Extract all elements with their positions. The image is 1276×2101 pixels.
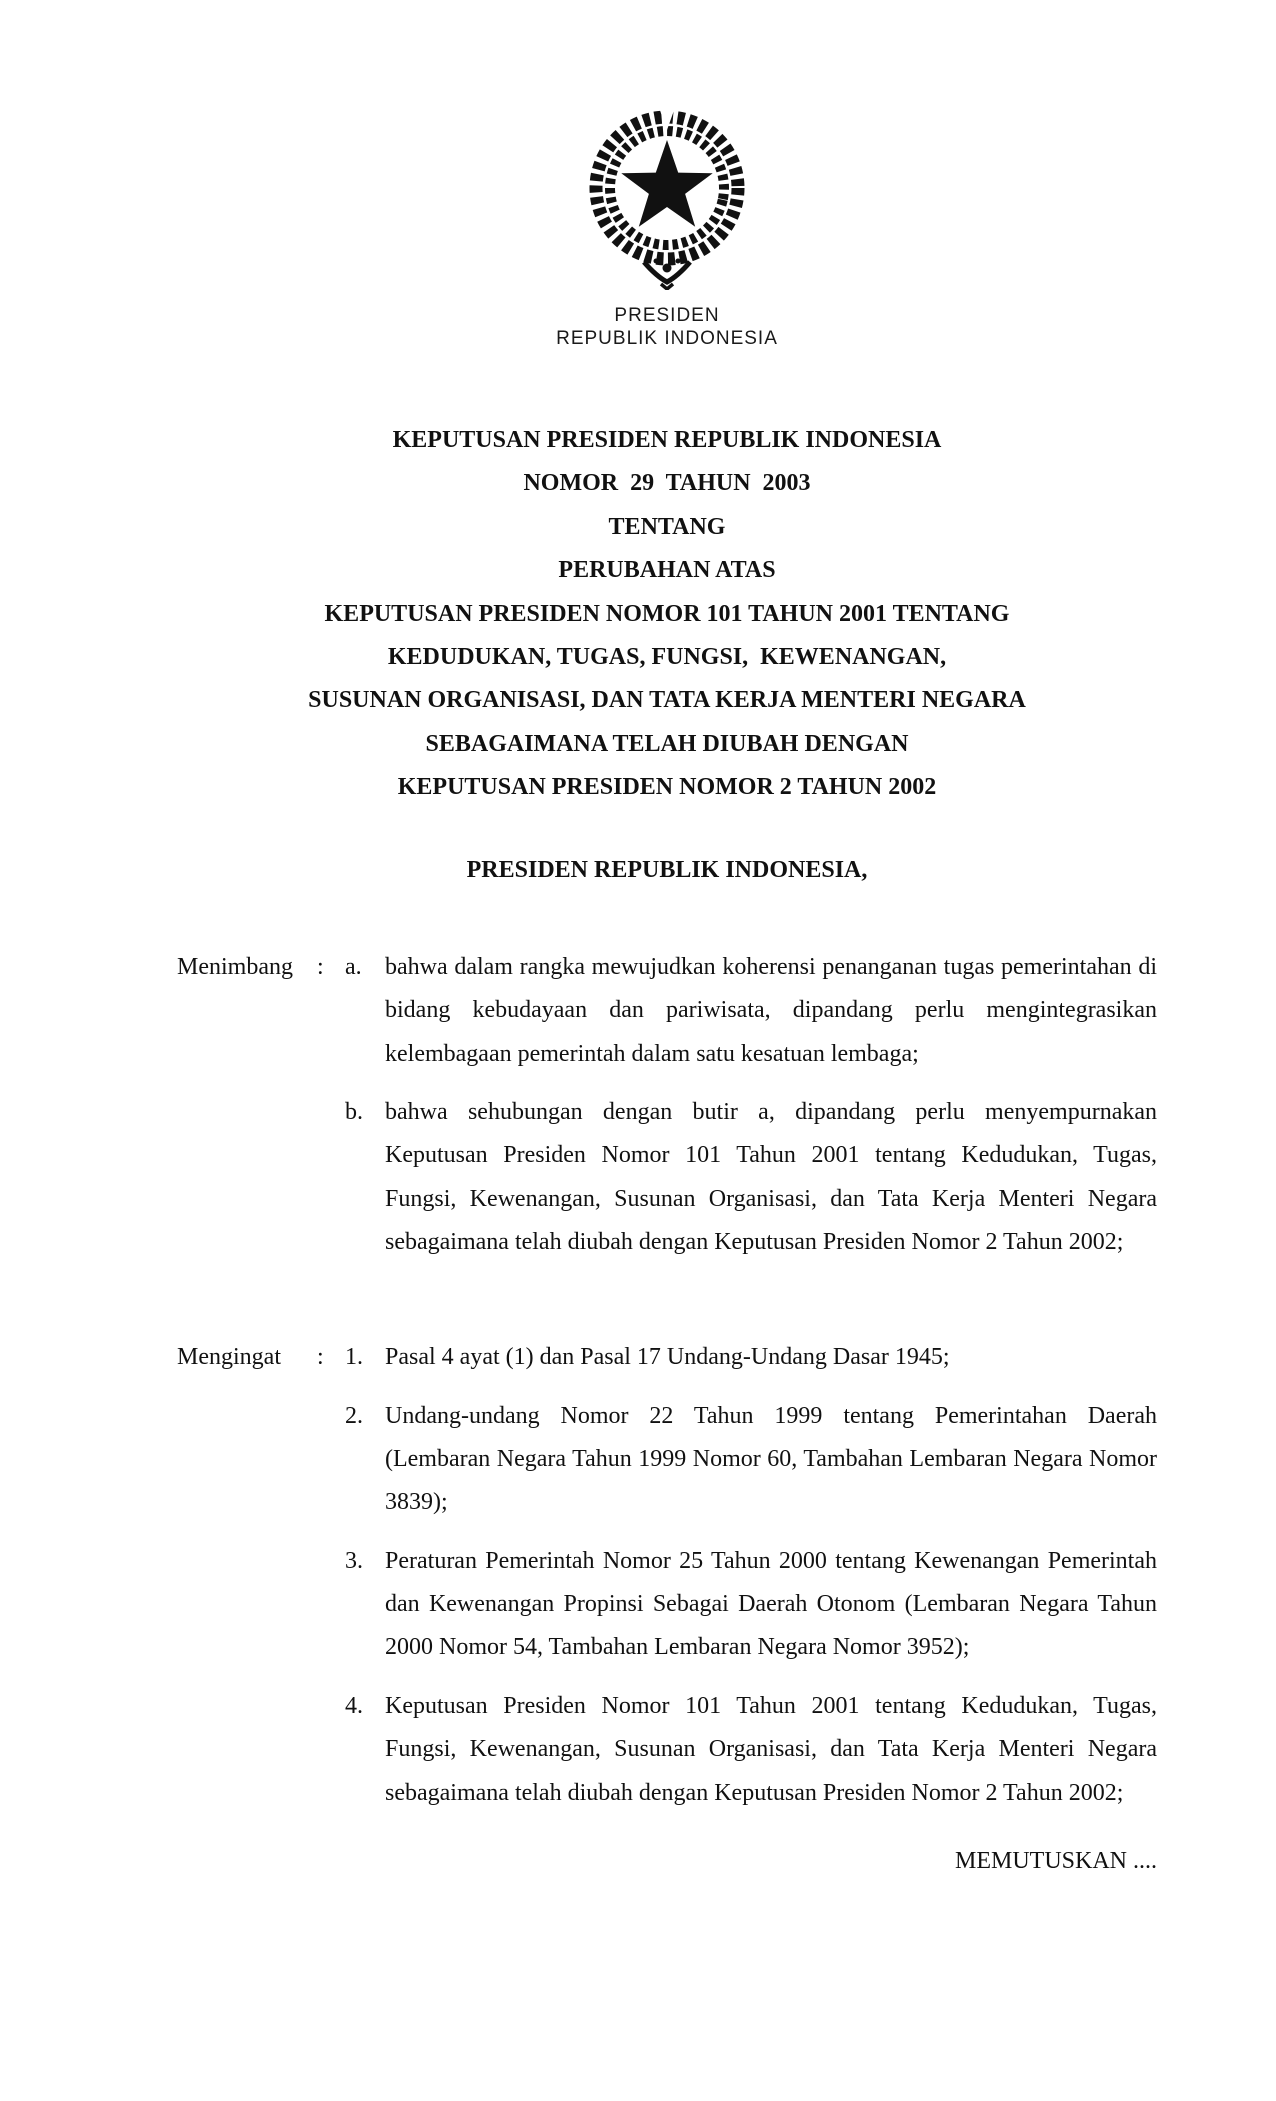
menimbang-items xyxy=(345,946,1157,1279)
item-text: Undang-undang Nomor 22 Tahun 1999 tentang Pemerintahan Daerah (Lembaran Negara Tahun 1999 Nomor 60, Tambahan Lembaran Negara Nomor 3839); xyxy=(385,1402,1157,1516)
list-item-1 xyxy=(345,1336,1157,1379)
item-marker: 3. xyxy=(345,1547,363,1574)
letterhead xyxy=(177,98,1157,350)
title-line-2: NOMOR 29 TAHUN 2003 xyxy=(523,470,811,497)
document-body xyxy=(177,946,1157,1883)
title-line-3: TENTANG xyxy=(608,513,726,540)
list-item-b xyxy=(345,1091,1157,1264)
item-text: Peraturan Pemerintah Nomor 25 Tahun 2000 tentang Kewenangan Pemerintah dan Kewenangan Propinsi Sebagai Daerah Otonom (Lembaran Negara Tahun 2000 Nomor 54, Tambahan Lembaran Negara Nomor 3952); xyxy=(385,1547,1157,1661)
star-icon xyxy=(621,140,712,227)
item-text: bahwa dalam rangka mewujudkan koherensi penanganan tugas pemerintahan di bidang kebudayaan dan pariwisata, dipandang perlu mengintegrasikan kelembagaan pemerintah dalam satu kesatuan lembaga; xyxy=(385,954,1157,1067)
title-line-5: KEPUTUSAN PRESIDEN NOMOR 101 TAHUN 2001 TENTANG xyxy=(324,600,1010,627)
list-item-4 xyxy=(345,1685,1157,1815)
title-line-1: KEPUTUSAN PRESIDEN REPUBLIK INDONESIA xyxy=(392,427,942,453)
item-text: Keputusan Presiden Nomor 101 Tahun 2001 tentang Kedudukan, Tugas, Fungsi, Kewenangan, Susunan Organisasi, dan Tata Kerja Menteri Negara sebagaimana telah diubah dengan Keputusan Presiden Nomor 2 Tahun 2002; xyxy=(385,1692,1157,1806)
list-item-a xyxy=(345,946,1157,1076)
title-line-7: SUSUNAN ORGANISASI, DAN TATA KERJA MENTERI NEGARA xyxy=(308,687,1026,714)
item-marker: a. xyxy=(345,954,362,980)
title-line-4: PERUBAHAN ATAS xyxy=(558,557,776,584)
section-label-mengingat: Mengingat xyxy=(177,1344,281,1371)
item-text: Pasal 4 ayat (1) dan Pasal 17 Undang-Undang Dasar 1945; xyxy=(385,1344,950,1371)
section-colon: : xyxy=(317,1344,324,1371)
item-marker: 1. xyxy=(345,1344,363,1371)
item-marker: 2. xyxy=(345,1402,363,1429)
section-colon: : xyxy=(317,954,324,980)
title-line-6: KEDUDUKAN, TUGAS, FUNGSI, KEWENANGAN, xyxy=(387,644,947,671)
section-mengingat xyxy=(177,1336,1157,1829)
list-item-2 xyxy=(345,1395,1157,1525)
continuation-memutuskan: MEMUTUSKAN .... xyxy=(954,1847,1157,1874)
letterhead-presiden: PRESIDEN xyxy=(614,305,720,326)
presidential-seal-emblem xyxy=(586,98,748,290)
section-menimbang xyxy=(177,946,1157,1279)
item-text: bahwa sehubungan dengan butir a, dipandang perlu menyempurnakan Keputusan Presiden Nomor 101 Tahun 2001 tentang Kedudukan, Tugas, Fungsi, Kewenangan, Susunan Organisasi, dan Tata Kerja Menteri Negara sebagaimana telah diubah dengan Keputusan Presiden Nomor 2 Tahun 2002; xyxy=(385,1099,1157,1256)
salutation-line: PRESIDEN REPUBLIK INDONESIA, xyxy=(466,857,868,883)
letterhead-republik-indonesia: REPUBLIK INDONESIA xyxy=(556,328,778,349)
mengingat-items xyxy=(345,1336,1157,1829)
item-marker: 4. xyxy=(345,1692,363,1719)
section-label-menimbang: Menimbang xyxy=(177,954,293,980)
title-line-8: SEBAGAIMANA TELAH DIUBAH DENGAN xyxy=(425,730,909,757)
list-item-3 xyxy=(345,1540,1157,1670)
decree-title xyxy=(177,419,1157,810)
item-marker: b. xyxy=(345,1099,363,1126)
title-line-9: KEPUTUSAN PRESIDEN NOMOR 2 TAHUN 2002 xyxy=(397,774,937,801)
